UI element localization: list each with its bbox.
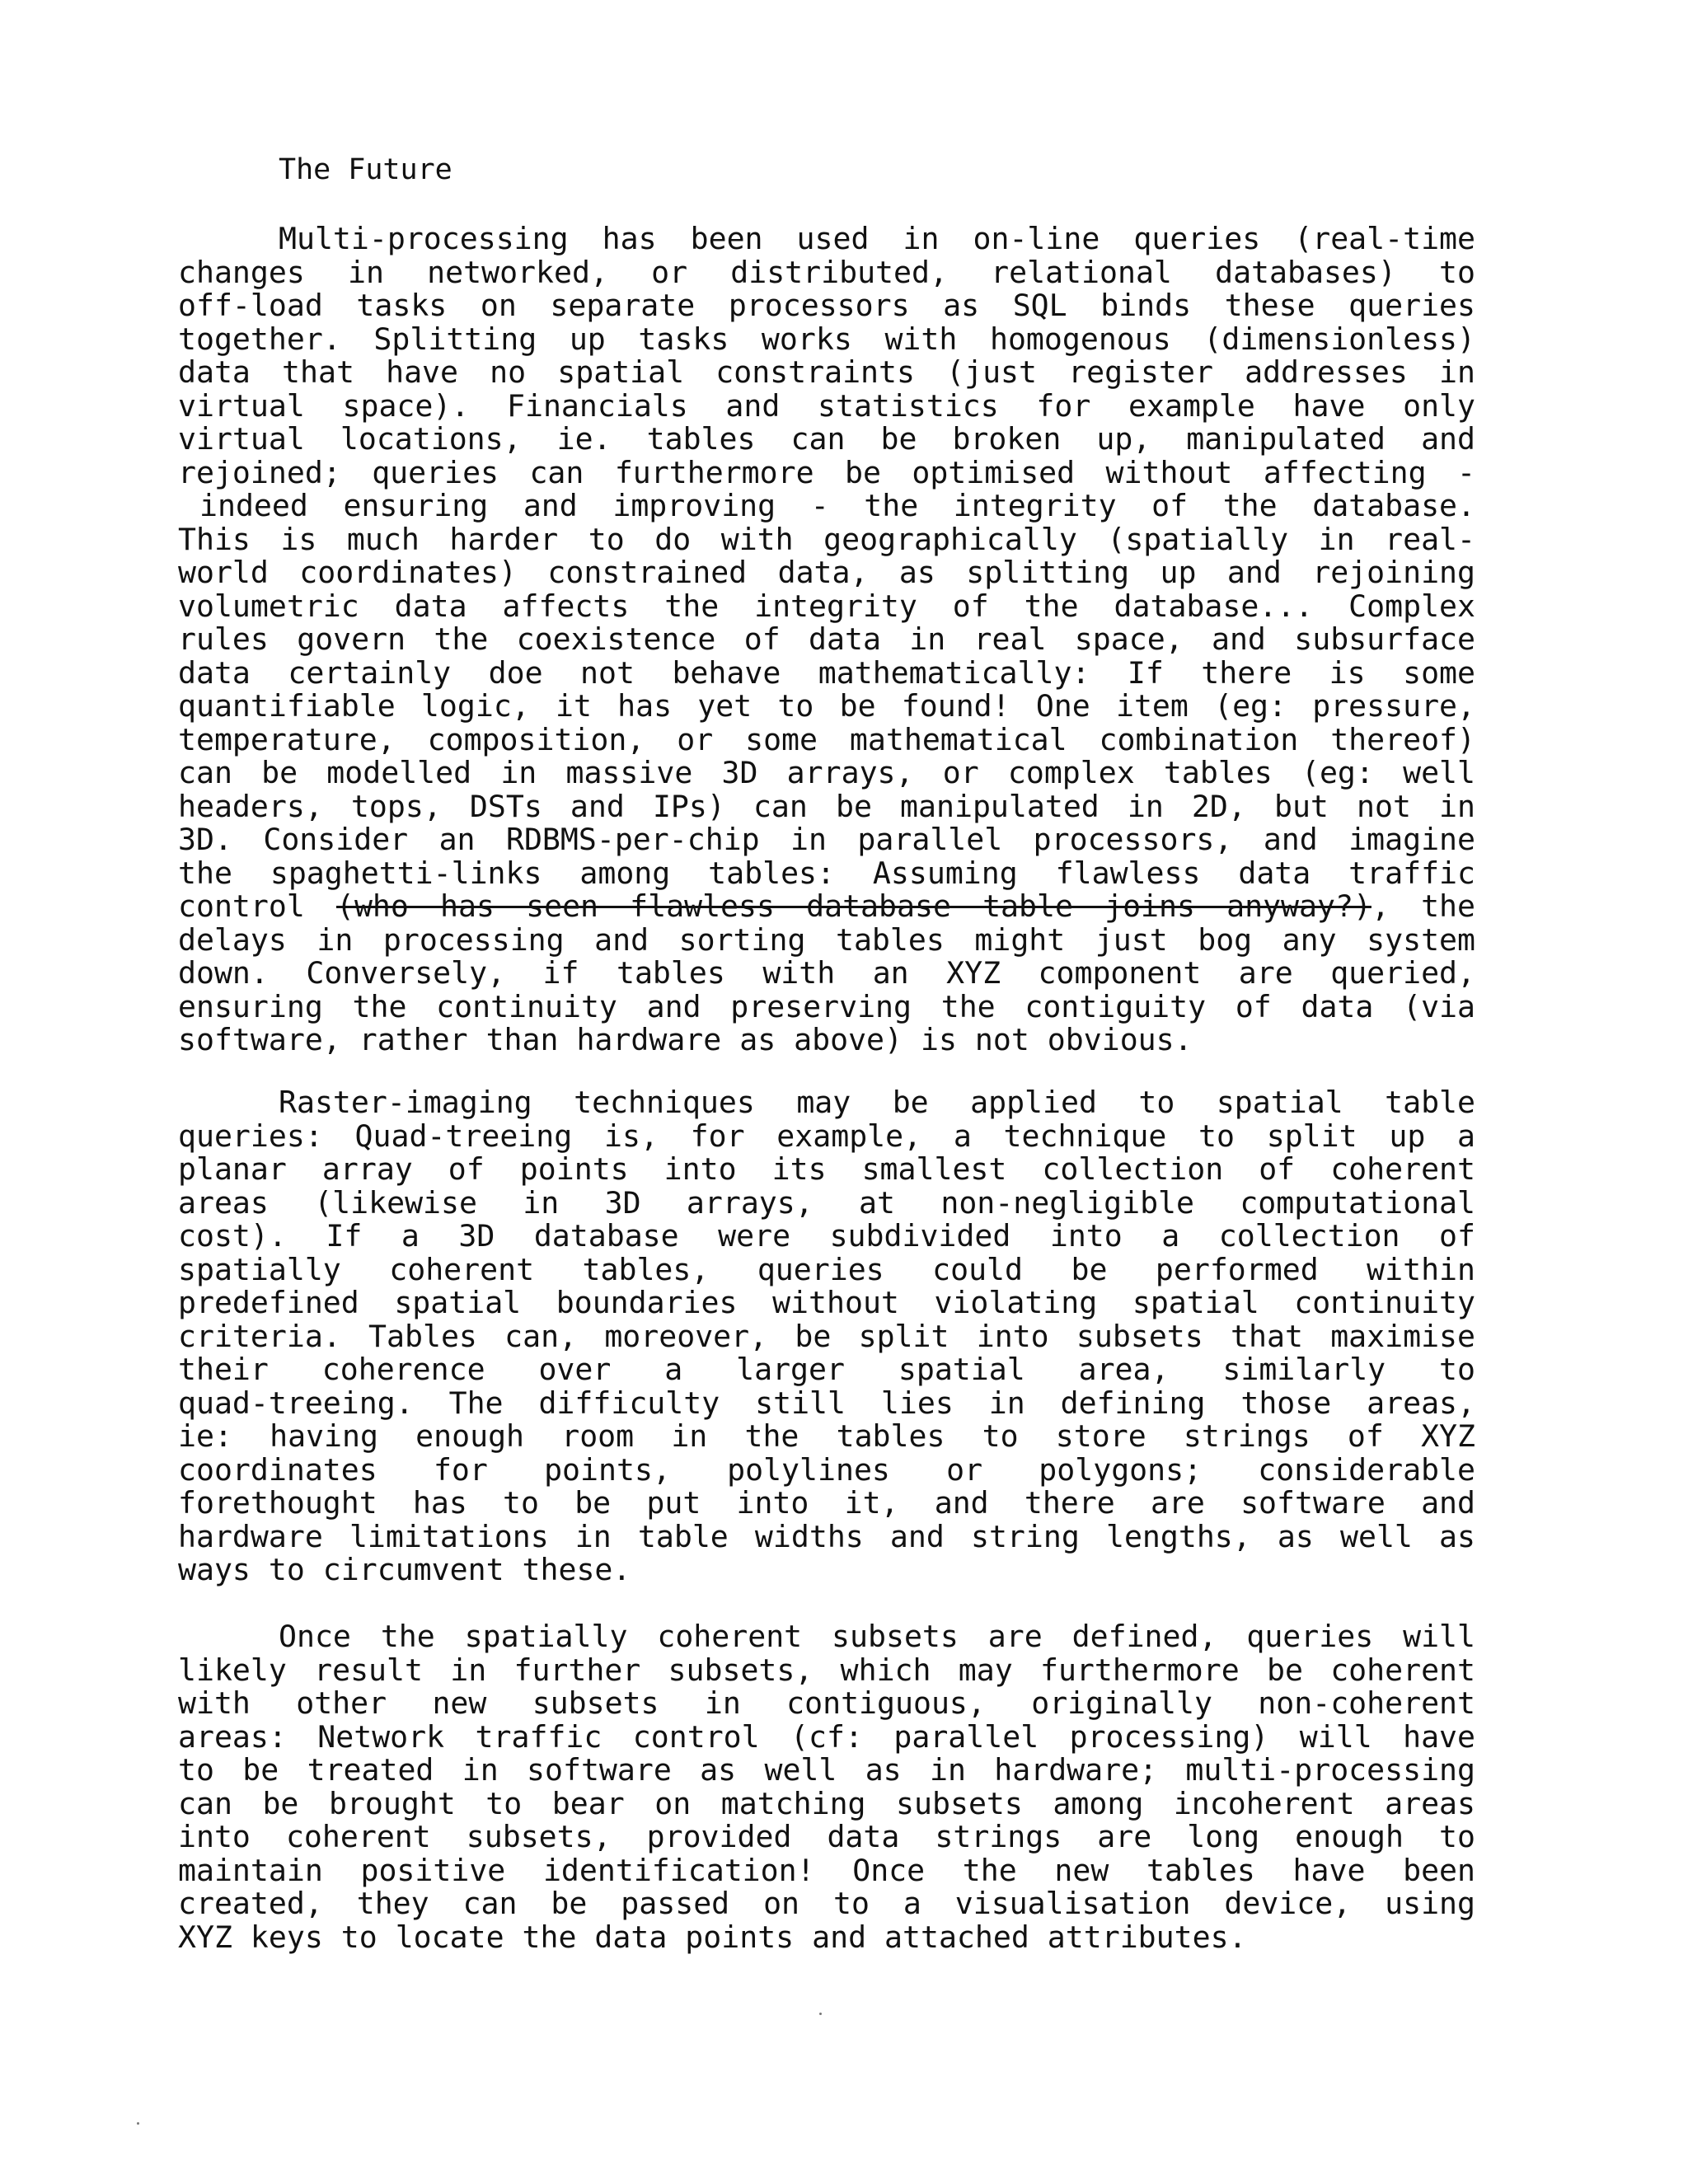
paragraph-1 [178,223,1475,1057]
text-line: Once the spatially coherent subsets are defined, queries will [279,1619,1475,1654]
text-line: planar array of points into its smallest collection of coherent [178,1151,1475,1187]
text-line: areas: Network traffic control (cf: parallel processing) will have [178,1718,1475,1755]
text-line: into coherent subsets, provided data strings are long enough to [178,1819,1475,1854]
text-line: off-load tasks on separate processors as SQL binds these queries [178,288,1475,323]
text-line: temperature, composition, or some mathematical combination thereof) [178,721,1475,757]
text-line: quad-treeing. The difficulty still lies in defining those areas, [178,1385,1475,1421]
text-line: areas (likewise in 3D arrays, at non-negligible computational [178,1184,1475,1221]
text-line: volumetric data affects the integrity of the database... Complex [178,588,1475,624]
text-line: Raster-imaging techniques may be applied to spatial table [279,1085,1475,1120]
text-line: world coordinates) constrained data, as splitting up and rejoining [178,555,1475,590]
text-line: indeed ensuring and improving - the integrity of the database. [199,488,1475,523]
text-line: rules govern the coexistence of data in real space, and subsurface [178,621,1475,657]
text-line: This is much harder to do with geographically (spatially in real- [178,521,1475,557]
text-line: changes in networked, or distributed, relational databases) to [178,254,1475,290]
struck-line-after: , the [1371,888,1475,924]
text-line: can be brought to bear on matching subsets among incoherent areas [178,1785,1475,1821]
paragraph-3 [178,1620,1475,1954]
text-line: forethought has to be put into it, and there are software and [178,1485,1475,1521]
text-line: to be treated in software as well as in hardware; multi-processing [178,1752,1475,1788]
text-line: created, they can be passed on to a visualisation device, using [178,1886,1475,1921]
text-line: quantifiable logic, it has yet to be found! One item (eg: pressure, [178,688,1475,724]
text-line: delays in processing and sorting tables might just bog any system [178,921,1475,958]
section-heading: The Future [279,153,452,186]
text-line: headers, tops, DSTs and IPs) can be manipulated in 2D, but not in [178,788,1475,824]
struck-line-before: control [178,888,336,924]
scan-speck [137,2122,139,2125]
text-line: cost). If a 3D database were subdivided into a collection of [178,1218,1475,1254]
text-line: 3D. Consider an RDBMS-per-chip in parallel processors, and imagine [178,822,1475,857]
paragraph-2 [178,1086,1475,1587]
text-line: spatially coherent tables, queries could be performed within [178,1251,1475,1287]
text-line: maintain positive identification! Once the new tables have been [178,1852,1475,1888]
text-line: predefined spatial boundaries without violating spatial continuity [178,1285,1475,1320]
text-line: can be modelled in massive 3D arrays, or complex tables (eg: well [178,755,1475,790]
text-line: queries: Quad-treeing is, for example, a technique to split up a [178,1118,1475,1154]
scan-speck [819,2013,822,2015]
text-line: Multi-processing has been used in on-line queries (real-time [279,221,1475,256]
text-line: software, rather than hardware as above) is not obvious. [178,1022,1193,1057]
text-line: down. Conversely, if tables with an XYZ component are queried, [178,955,1475,991]
text-line: ie: having enough room in the tables to store strings of XYZ [178,1418,1475,1454]
text-line: with other new subsets in contiguous, originally non-coherent [178,1685,1475,1721]
text-line: virtual locations, ie. tables can be broken up, manipulated and [178,421,1475,457]
text-line: rejoined; queries can furthermore be optimised without affecting - [178,454,1475,490]
text-line: virtual space). Financials and statistics for example have only [178,387,1475,424]
text-line: data that have no spatial constraints (just register addresses in [178,354,1475,390]
text-line: data certainly doe not behave mathematically: If there is some [178,654,1475,691]
struck-through-text: (who has seen flawless database table joins anyway?) [335,888,1372,924]
text-line: coordinates for points, polylines or polygons; considerable [178,1451,1475,1488]
text-line: likely result in further subsets, which may furthermore be coherent [178,1652,1475,1688]
struck-text-line [178,890,1475,924]
text-line: ensuring the continuity and preserving the contiguity of data (via [178,988,1475,1024]
text-line: XYZ keys to locate the data points and attached attributes. [178,1919,1247,1955]
text-line: ways to circumvent these. [178,1552,631,1587]
text-line: the spaghetti-links among tables: Assuming flawless data traffic [178,855,1475,891]
text-line: hardware limitations in table widths and string lengths, as well as [178,1518,1475,1554]
text-line: criteria. Tables can, moreover, be split into subsets that maximise [178,1318,1475,1354]
text-line: their coherence over a larger spatial area, similarly to [178,1352,1475,1387]
text-line: together. Splitting up tasks works with homogenous (dimensionless) [178,321,1475,357]
